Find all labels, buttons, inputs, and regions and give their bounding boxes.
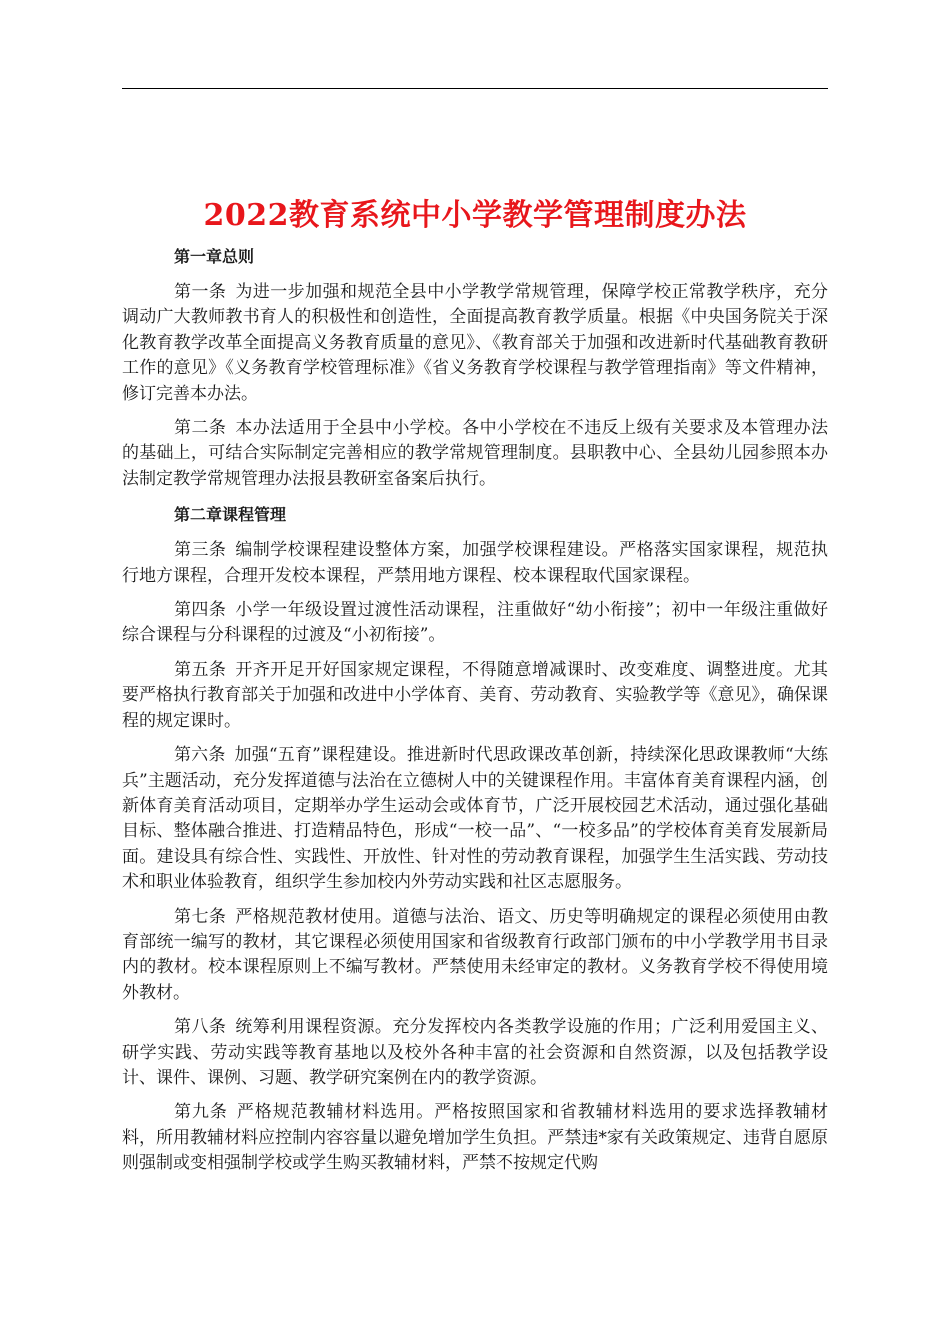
article-number: 第六条 — [174, 745, 226, 766]
article-5 — [122, 658, 828, 734]
article-number: 第四条 — [174, 600, 227, 621]
article-text: 统筹利用课程资源。充分发挥校内各类教学设施的作用；广泛利用爱国主义、研学实践、劳动实践等教育基地以及校外各种丰富的社会资源和自然资源，以及包括教学设计、课件、课例、习题、教学研究案例在内的教学资源。 — [122, 1017, 829, 1088]
article-number: 第五条 — [174, 659, 227, 680]
article-1 — [122, 280, 828, 407]
article-text: 严格规范教辅材料选用。严格按照国家和省教辅材料选用的要求选择教辅材料，所用教辅材料应控制内容容量以避免增加学生负担。严禁违*家有关政策规定、违背自愿原则强制或变相强制学校或学生购买教辅材料，严禁不按规定代购 — [122, 1102, 829, 1174]
article-text: 小学一年级设置过渡性活动课程，注重做好“幼小衔接”；初中一年级注重做好综合课程与分科课程的过渡及“小初衔接”。 — [122, 600, 829, 646]
article-text: 加强“五育”课程建设。推进新时代思政课改革创新，持续深化思政课教师“大练兵”主题活动，充分发挥道德与法治在立德树人中的关键课程作用。丰富体育美育课程内涵，创新体育美育活动项目，定期举办学生运动会或体育节，广泛开展校园艺术活动，通过强化基础目标、整体融合推进、打造精品特色，形成“一校一品”、“一校多品”的学校体育美育发展新局面。建设具有综合性、实践性、开放性、针对性的劳动教育课程，加强学生生活实践、劳动技术和职业体验教育，组织学生参加校内外劳动实践和社区志愿服务。 — [122, 745, 828, 893]
article-6 — [122, 743, 828, 895]
article-text: 编制学校课程建设整体方案，加强学校课程建设。严格落实国家课程，规范执行地方课程，合理开发校本课程，严禁用地方课程、校本课程取代国家课程。 — [122, 540, 829, 586]
article-7 — [122, 905, 828, 1007]
article-text: 严格规范教材使用。道德与法治、语文、历史等明确规定的课程必须使用由教育部统一编写的教材，其它课程必须使用国家和省级教育行政部门颁布的中小学教学用书目录内的教材。校本课程原则上不编写教材。严禁使用未经审定的教材。义务教育学校不得使用境外教材。 — [122, 906, 829, 1003]
article-text: 本办法适用于全县中小学校。各中小学校在不违反上级有关要求及本管理办法的基础上，可结合实际制定完善相应的教学常规管理制度。县职教中心、全县幼儿园参照本办法制定教学常规管理办法报县教研室备案后执行。 — [122, 418, 829, 489]
document-body — [122, 243, 828, 1186]
article-number: 第九条 — [174, 1102, 228, 1123]
article-3 — [122, 538, 828, 589]
article-number: 第七条 — [174, 906, 227, 927]
article-9 — [122, 1100, 828, 1176]
article-number: 第二条 — [174, 418, 227, 439]
article-number: 第三条 — [174, 540, 227, 561]
article-number: 第八条 — [174, 1017, 227, 1038]
article-text: 开齐开足开好国家规定课程，不得随意增减课时、改变难度、调整进度。尤其要严格执行教育部关于加强和改进中小学体育、美育、劳动教育、实验教学等《意见》，确保课程的规定课时。 — [122, 659, 829, 731]
article-2 — [122, 416, 828, 492]
article-4 — [122, 598, 828, 649]
document-title: 2022教育系统中小学教学管理制度办法 — [203, 198, 747, 233]
article-number: 第一条 — [174, 282, 227, 302]
chapter-heading: 第二章课程管理 — [174, 505, 287, 525]
chapter-heading: 第一章总则 — [174, 247, 255, 266]
article-8 — [122, 1015, 828, 1091]
article-text: 为进一步加强和规范全县中小学教学常规管理，保障学校正常教学秩序，充分调动广大教师教书育人的积极性和创造性，全面提高教育教学质量。根据《中央国务院关于深化教育教学改革全面提高义务教育质量的意见》、《教育部关于加强和改进新时代基础教育教研工作的意见》《义务教育学校管理标准》《省义务教育学校课程与教学管理指南》等文件精神，修订完善本办法。 — [122, 282, 829, 404]
header-rule — [122, 88, 828, 89]
